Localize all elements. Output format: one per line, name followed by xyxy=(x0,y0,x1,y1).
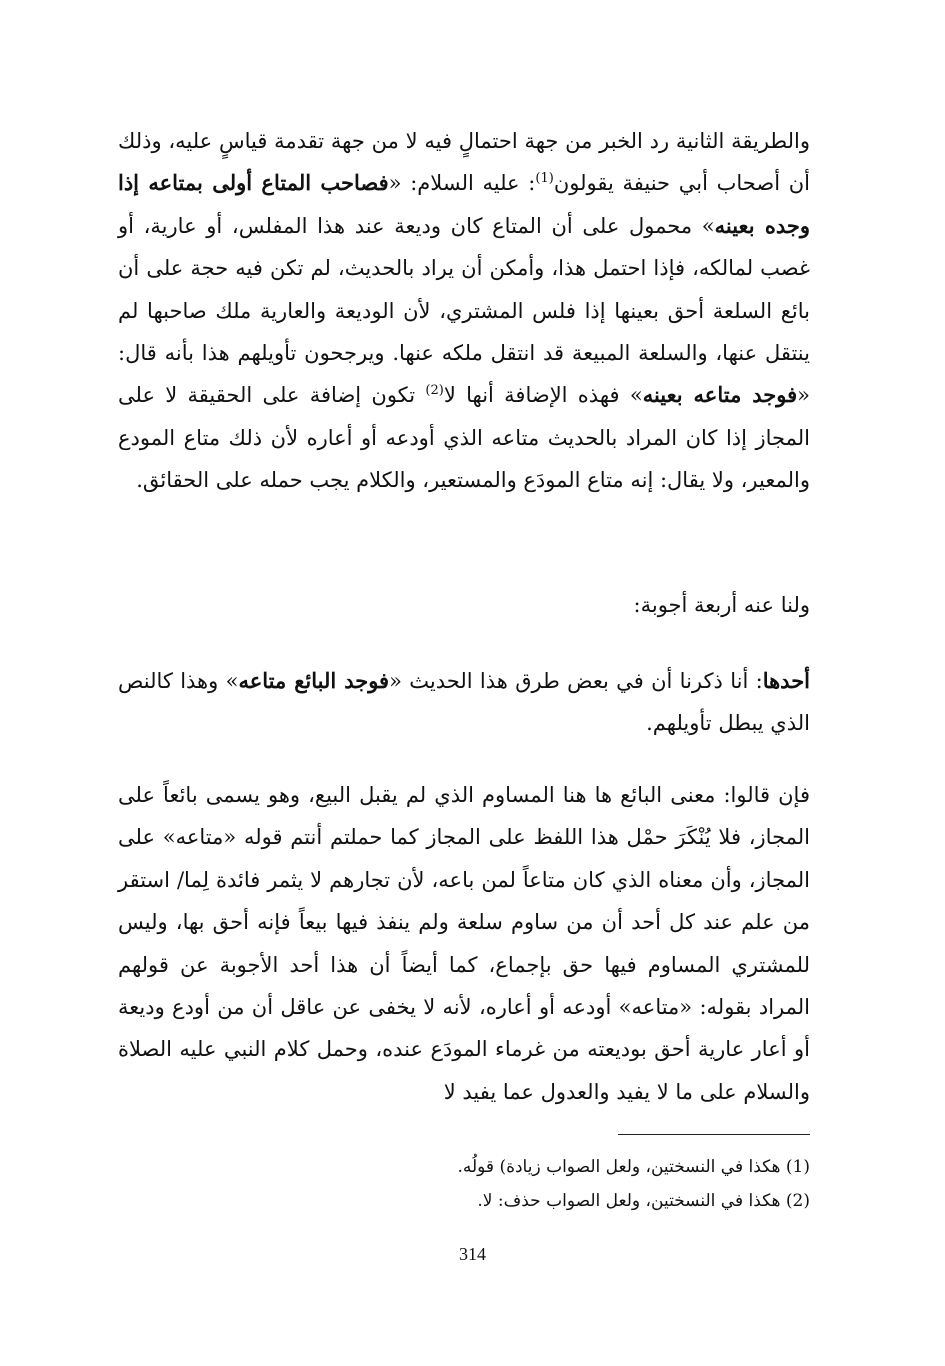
text-run: » وهذا كالنص الذي يبطل تأويلهم. xyxy=(118,669,810,736)
hadith-quote-bold: فوجد متاعه بعينه xyxy=(642,382,798,408)
footnotes xyxy=(118,1150,810,1218)
answer-heading-bold: أحدها xyxy=(762,668,811,693)
text-run: فإن قالوا: معنى البائع ها هنا المساوم الذي لم يقبل البيع، وهو يسمى بائعاً على المجاز، فلا يُنْكَرَ حمْل هذا اللفظ على المجاز كما حملتم أنتم قوله «متاعه» على المجاز، وأن معناه الذي كان متاعاً لمن باعه، لأن تجارهم لا يثمر فائدة لِما/ استقر من علم عند كل أحد أن من ساوم سلعة ولم ينفذ فيها بيعاً فإنه أحق بها، وليس للمشتري المساوم فيها حق بإجماع، كما أيضاً أن هذا أحد الأجوبة عن قولهم المراد بقوله: «متاعه» أودعه أو أعاره، لأنه لا يخفى عن عاقل أن من أودع وديعة أو أعار عارية أحق بوديعته من غرماء المودَع عنده، وحمل كلام النبي عليه الصلاة والسلام على ما لا يفيد والعدول عما يفيد لا xyxy=(118,783,810,1104)
text-run: : أنا ذكرنا أن في بعض طرق هذا الحديث « xyxy=(389,669,763,693)
text-run: » محمول على أن المتاع كان وديعة عند هذا المفلس، أو عارية، أو غصب لمالكه، فإذا احتمل هذا، وأمكن أن يراد بالحديث، لم تكن فيه حجة على أن بائع السلعة أحق بعينها إذا فلس المشتري، لأن الوديعة والعارية ملك صاحبها لم ينتقل عنها، والسلعة المبيعة قد انتقل ملكه عنها. ويرجحون تأويلهم هذا بأنه قال: « xyxy=(118,213,810,408)
hadith-quote-bold: فوجد البائع متاعه xyxy=(238,668,390,693)
text-run: تكون إضافة على الحقيقة لا على المجاز إذا كان المراد بالحديث متاعه الذي أودعه أو أعاره لأن ذلك متاع المودع والمعير، ولا يقال: إنه متاع المودَع والمستعير، والكلام يجب حمله على الحقائق. xyxy=(118,383,810,493)
footnote-text: هكذا في النسختين، ولعل الصواب حذف: لا. xyxy=(477,1191,781,1211)
paragraph-first-answer xyxy=(118,660,810,745)
footnote-text: هكذا في النسختين، ولعل الصواب زيادة) قولُه. xyxy=(457,1157,781,1177)
footnote-1 xyxy=(118,1150,810,1184)
page-number: 314 xyxy=(459,1244,486,1264)
text-run: » فهذه الإضافة أنها لا xyxy=(443,383,643,408)
footnote-number: (1) xyxy=(785,1157,810,1177)
text-run: ولنا عنه أربعة أجوبة: xyxy=(633,593,810,617)
footnote-2 xyxy=(118,1184,810,1218)
text-run: والطريقة الثانية رد الخبر من جهة احتمالٍ فيه لا من جهة تقدمة قياسٍ عليه، وذلك أن أصحاب أبي حنيفة يقولون xyxy=(118,129,810,196)
paragraph-objection xyxy=(118,774,810,1113)
paragraph-four-answers xyxy=(118,584,810,626)
hadith-quote-bold: فصاحب المتاع أولى بمتاعه إذا وجده بعينه xyxy=(118,170,810,238)
footnote-number: (2) xyxy=(785,1191,810,1211)
footnote-divider xyxy=(618,1134,810,1135)
footnote-ref-2: (2) xyxy=(425,383,444,399)
paragraph-second-method xyxy=(118,120,810,502)
text-run: : عليه السلام: « xyxy=(388,171,536,196)
footnote-ref-1: (1) xyxy=(535,171,554,187)
